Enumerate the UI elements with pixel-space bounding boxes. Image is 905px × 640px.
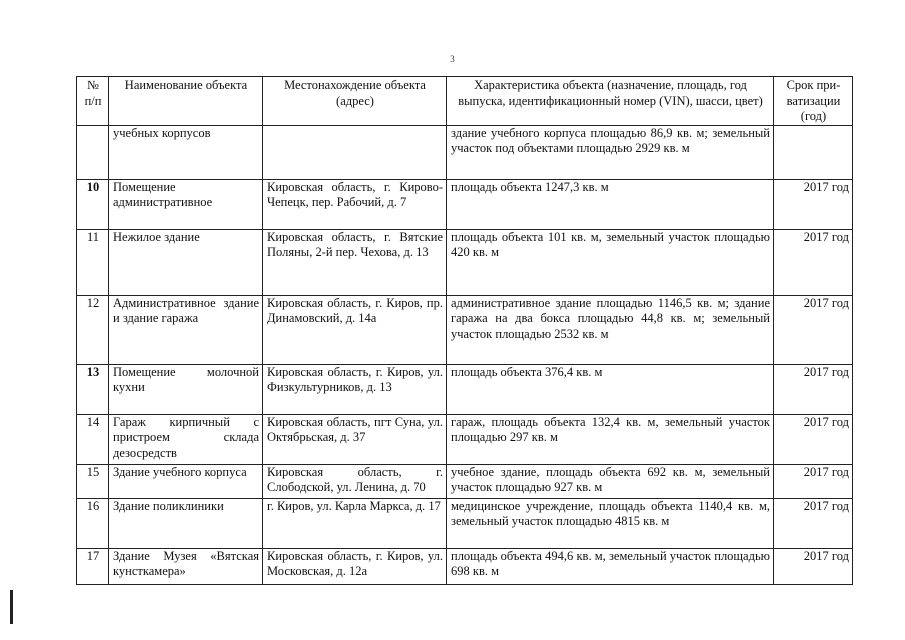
row-num: 14 xyxy=(77,414,109,464)
table-row xyxy=(77,125,853,179)
row-characteristics: площадь объекта 101 кв. м, земельный участок площадью 420 кв. м xyxy=(447,229,774,295)
row-name: Нежилое здание xyxy=(109,229,263,295)
row-name: Административное здание и здание гаража xyxy=(109,295,263,364)
row-year: 2017 год xyxy=(774,548,853,584)
row-name: Гараж кирпичный с пристроем склада дезосредств xyxy=(109,414,263,464)
row-characteristics: здание учебного корпуса площадью 86,9 кв. м; земельный участок под объектами площадью 2929 кв. м xyxy=(447,125,774,179)
header-term: Срок при-ватизации (год) xyxy=(774,77,853,126)
row-characteristics: административное здание площадью 1146,5 кв. м; здание гаража на два бокса площадью 44,8 кв. м; земельный участок площадью 2532 кв. м xyxy=(447,295,774,364)
row-num xyxy=(77,125,109,179)
row-name: Помещение молочной кухни xyxy=(109,364,263,414)
table-row xyxy=(77,295,853,364)
row-year: 2017 год xyxy=(774,414,853,464)
privatization-table xyxy=(76,76,853,585)
row-characteristics: площадь объекта 1247,3 кв. м xyxy=(447,179,774,229)
row-location: Кировская область, г. Кирово-Чепецк, пер. Рабочий, д. 7 xyxy=(263,179,447,229)
row-characteristics: медицинское учреждение, площадь объекта 1140,4 кв. м, земельный участок площадью 4815 кв. м xyxy=(447,498,774,548)
row-characteristics: площадь объекта 494,6 кв. м, земельный участок площадью 698 кв. м xyxy=(447,548,774,584)
row-location xyxy=(263,125,447,179)
table-header-row xyxy=(77,77,853,126)
table-row xyxy=(77,464,853,498)
page-number: 3 xyxy=(450,54,455,64)
row-year: 2017 год xyxy=(774,295,853,364)
row-characteristics: учебное здание, площадь объекта 692 кв. м, земельный участок площадью 927 кв. м xyxy=(447,464,774,498)
row-num: 10 xyxy=(77,179,109,229)
header-location: Местонахождение объекта (адрес) xyxy=(263,77,447,126)
row-year: 2017 год xyxy=(774,229,853,295)
row-name: Помещение административное xyxy=(109,179,263,229)
row-characteristics: площадь объекта 376,4 кв. м xyxy=(447,364,774,414)
table-row xyxy=(77,179,853,229)
row-location: Кировская область, г. Киров, ул. Московская, д. 12а xyxy=(263,548,447,584)
header-num: № п/п xyxy=(77,77,109,126)
row-num: 17 xyxy=(77,548,109,584)
row-year: 2017 год xyxy=(774,179,853,229)
row-num: 12 xyxy=(77,295,109,364)
header-name: Наименование объекта xyxy=(109,77,263,126)
row-num: 15 xyxy=(77,464,109,498)
row-location: Кировская область, г. Киров, пр. Динамовский, д. 14а xyxy=(263,295,447,364)
row-location: г. Киров, ул. Карла Маркса, д. 17 xyxy=(263,498,447,548)
table-row xyxy=(77,414,853,464)
row-year: 2017 год xyxy=(774,464,853,498)
row-name: Здание Музея «Вятская кунсткамера» xyxy=(109,548,263,584)
table-row xyxy=(77,548,853,584)
row-characteristics: гараж, площадь объекта 132,4 кв. м, земельный участок площадью 297 кв. м xyxy=(447,414,774,464)
row-num: 16 xyxy=(77,498,109,548)
row-num: 13 xyxy=(77,364,109,414)
table-row xyxy=(77,498,853,548)
row-year: 2017 год xyxy=(774,498,853,548)
row-location: Кировская область, пгт Суна, ул. Октябрьская, д. 37 xyxy=(263,414,447,464)
row-location: Кировская область, г. Киров, ул. Физкультурников, д. 13 xyxy=(263,364,447,414)
table-row xyxy=(77,229,853,295)
row-year: 2017 год xyxy=(774,364,853,414)
row-location: Кировская область, г. Вятские Поляны, 2-й пер. Чехова, д. 13 xyxy=(263,229,447,295)
margin-line-mark xyxy=(10,590,13,624)
row-num: 11 xyxy=(77,229,109,295)
row-location: Кировская область, г. Слободской, ул. Ленина, д. 70 xyxy=(263,464,447,498)
row-name: учебных корпусов xyxy=(109,125,263,179)
row-name: Здание учебного корпуса xyxy=(109,464,263,498)
row-year xyxy=(774,125,853,179)
header-characteristics: Характеристика объекта (назначение, площадь, год выпуска, идентификационный номер (VIN), шасси, цвет) xyxy=(447,77,774,126)
row-name: Здание поликлиники xyxy=(109,498,263,548)
table-row xyxy=(77,364,853,414)
